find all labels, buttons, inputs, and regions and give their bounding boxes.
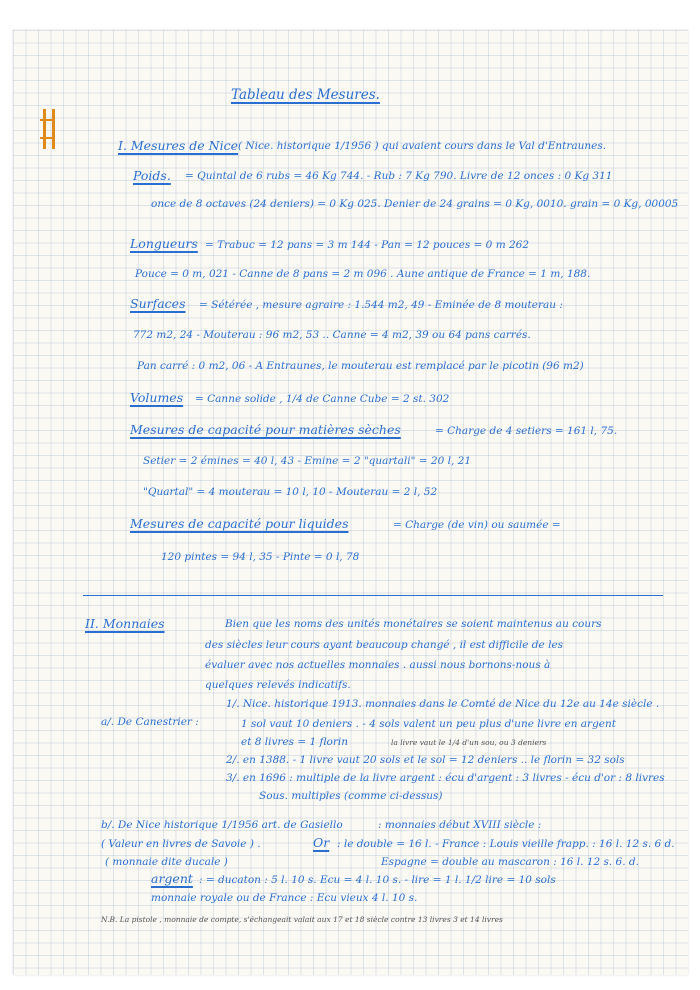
surfaces-line-3: Pan carré : 0 m2, 06 - A Entraunes, le mouterau est remplacé par le picotin (96 m2): [137, 360, 584, 372]
longueurs-line-1: = Trabuc = 12 pans = 3 m 144 - Pan = 12 pouces = 0 m 262: [205, 239, 530, 251]
longueurs-label: Longueurs: [130, 236, 198, 251]
gasiello-line-3b: Espagne = double au mascaron : 16 l. 12 s. 6. d.: [381, 856, 639, 868]
gasiello-line-3: ( monnaie dite ducale ): [105, 856, 228, 868]
gasiello-line-2: ( Valeur en livres de Savoie ) .: [101, 838, 261, 850]
surfaces-line-1: = Sétérée , mesure agraire : 1.544 m2, 49 - Eminée de 8 mouterau :: [199, 299, 563, 311]
capacite-seches-label: Mesures de capacité pour matières sèches: [130, 422, 401, 437]
section2-intro-4: quelques relevés indicatifs.: [205, 679, 351, 691]
page-title: Tableau des Mesures.: [231, 87, 380, 103]
section2-intro-3: évaluer avec nos actuelles monnaies . aussi nous bornons-nous à: [205, 659, 551, 671]
capacite-seches-line-2: Setier = 2 émines = 40 l, 43 - Emine = 2 "quartali" = 20 l, 21: [143, 455, 472, 467]
gasiello-argent-label: argent: [151, 871, 193, 886]
surfaces-label: Surfaces: [130, 296, 186, 311]
canestrier-pencil-note: la livre vaut le 1/4 d'un sou, ou 3 deniers: [391, 738, 547, 747]
binding-staple: [43, 109, 55, 149]
canestrier-label: a/. De Canestrier :: [101, 716, 199, 728]
canestrier-line-2: 1 sol vaut 10 deniers . - 4 sols valent un peu plus d'une livre en argent: [241, 718, 616, 730]
longueurs-line-2: Pouce = 0 m, 021 - Canne de 8 pans = 2 m 096 . Aune antique de France = 1 m, 188.: [135, 268, 591, 280]
canestrier-line-4: 2/. en 1388. - 1 livre vaut 20 sols et le sol = 12 deniers .. le florin = 32 sols: [226, 754, 625, 766]
volumes-label: Volumes: [130, 390, 184, 405]
canestrier-line-1: 1/. Nice. historique 1913. monnaies dans le Comté de Nice du 12e au 14e siècle .: [226, 698, 660, 710]
volumes-line-1: = Canne solide , 1/4 de Canne Cube = 2 st. 302: [195, 393, 450, 405]
capacite-liquides-line-1: = Charge (de vin) ou saumée =: [393, 519, 561, 531]
gasiello-or-label: Or: [313, 835, 330, 850]
poids-label: Poids.: [133, 168, 171, 183]
canestrier-line-6: Sous. multiples (comme ci-dessus): [259, 790, 443, 802]
gasiello-line-5: monnaie royale ou de France : Ecu vieux 4 l. 10 s.: [151, 892, 418, 904]
gasiello-label: b/. De Nice historique 1/1956 art. de Gasiello: [101, 819, 343, 831]
capacite-liquides-line-2: 120 pintes = 94 l, 35 - Pinte = 0 l, 78: [161, 551, 360, 563]
section1-heading: I. Mesures de Nice: [118, 138, 239, 153]
surfaces-line-2: 772 m2, 24 - Mouterau : 96 m2, 53 .. Canne = 4 m2, 39 ou 64 pans carrés.: [133, 329, 531, 341]
gasiello-line-4: : = ducaton : 5 l. 10 s. Ecu = 4 l. 10 s. - lire = 1 l. 1/2 lire = 10 sols: [199, 874, 556, 886]
section2-heading: II. Monnaies: [85, 616, 165, 631]
canestrier-line-5: 3/. en 1696 : multiple de la livre argent : écu d'argent : 3 livres - écu d'or : 8 livres: [226, 772, 665, 784]
section-divider: [83, 595, 663, 596]
section2-intro-1: Bien que les noms des unités monétaires se soient maintenus au cours: [225, 618, 602, 630]
poids-line-2: once de 8 octaves (24 deniers) = 0 Kg 025. Denier de 24 grains = 0 Kg, 0010. grain = 0 Kg, 00005: [151, 198, 679, 210]
poids-line-1: = Quintal de 6 rubs = 46 Kg 744. - Rub : 7 Kg 790. Livre de 12 onces : 0 Kg 311: [185, 170, 613, 182]
nb-pencil-note: N.B. La pistole , monnaie de compte, s'échangeait valait aux 17 et 18 siècle contre 13 livres 3 et 14 livres: [101, 915, 503, 924]
section1-heading-note: ( Nice. historique 1/1956 ) qui avaient cours dans le Val d'Entraunes.: [238, 140, 607, 152]
capacite-seches-line-3: "Quartal" = 4 mouterau = 10 l, 10 - Mouterau = 2 l, 52: [143, 486, 438, 498]
canestrier-line-3: et 8 livres = 1 florin: [241, 736, 349, 748]
section2-intro-2: des siècles leur cours ayant beaucoup changé , il est difficile de les: [205, 639, 564, 651]
gasiello-line-1: : monnaies début XVIII siècle :: [378, 819, 542, 831]
gasiello-line-2b: : le double = 16 l. - France : Louis vieille frapp. : 16 l. 12 s. 6 d.: [337, 838, 675, 850]
capacite-liquides-label: Mesures de capacité pour liquides: [130, 516, 349, 531]
notebook-page: [13, 30, 688, 975]
capacite-seches-line-1: = Charge de 4 setiers = 161 l, 75.: [435, 425, 618, 437]
